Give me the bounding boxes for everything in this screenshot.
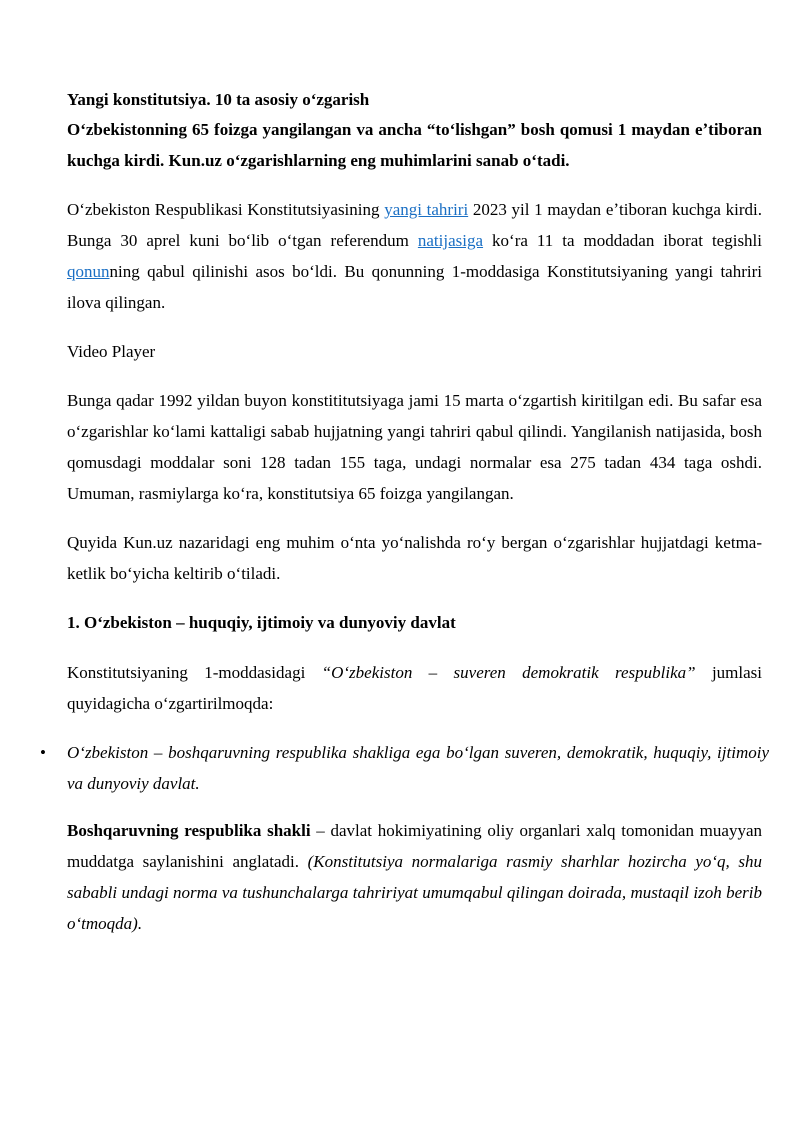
paragraph-overview: Quyida Kun.uz nazaridagi eng muhim oʻnta yoʻnalishda roʻy bergan oʻzgarishlar hujjatdagi ketma-ketlik boʻyicha keltirib oʻtiladi.: [67, 533, 762, 583]
paragraph-text: Oʻzbekiston Respublikasi Konstitutsiyasining: [67, 200, 385, 219]
definition-term: Boshqaruvning respublika shakli: [67, 821, 311, 840]
paragraph-intro: [67, 194, 762, 318]
bullet-icon: •: [40, 743, 46, 762]
section-heading: 1. Oʻzbekiston – huquqiy, ijtimoiy va dunyoviy davlat: [67, 613, 456, 632]
paragraph-text: – davlat hokimiyatining oliy organlari xalq tomonidan muayyan muddatga saylanishini anglatadi.: [67, 821, 762, 871]
paragraph-text: ning qabul qilinishi asos boʻldi. Bu qonunning 1-moddasiga Konstitutsiyaning yangi tahriri ilova qilingan.: [67, 262, 762, 312]
list-item-text: Oʻzbekiston – boshqaruvning respublika shakliga ega boʻlgan suveren, demokratik, huquqiy, ijtimoiy va dunyoviy davlat.: [67, 743, 769, 793]
paragraph-text: jumlasi quyidagicha oʻzgartirilmoqda:: [67, 663, 762, 713]
link-qonun[interactable]: qonun: [67, 262, 110, 281]
video-player-label: Video Player: [67, 342, 156, 361]
article-title: Yangi konstitutsiya. 10 ta asosiy oʻzgarish: [67, 90, 370, 109]
article-lead: Oʻzbekistonning 65 foizga yangilangan va ancha “toʻlishgan” bosh qomusi 1 maydan eʼtiboran kuchga kirdi. Kun.uz oʻzgarishlarning eng muhimlarini sanab oʻtadi.: [67, 120, 762, 170]
editorial-note: (Konstitutsiya normalariga rasmiy sharhlar hozircha yoʻq, shu sababli undagi norma va tushunchalarga tahririyat umumqabul qilingan doirada, mustaqil izoh berib oʻtmoqda).: [67, 852, 762, 933]
list-item: [40, 737, 769, 799]
paragraph-article-1: [67, 657, 762, 719]
quoted-text: “Oʻzbekiston – suveren demokratik respublika”: [321, 663, 696, 682]
paragraph-text: 2023 yil 1 maydan eʼtiboran kuchga kirdi. Bunga 30 aprel kuni boʻlib oʻtgan referendum: [67, 200, 762, 250]
link-yangi-tahriri[interactable]: yangi tahriri: [384, 200, 469, 219]
paragraph-definition: [67, 815, 762, 939]
paragraph-text: Konstitutsiyaning 1-moddasidagi: [67, 663, 322, 682]
link-natijasiga[interactable]: natijasiga: [417, 231, 484, 250]
paragraph-text: koʻra 11 ta moddadan iborat tegishli: [483, 231, 763, 250]
paragraph-history: Bunga qadar 1992 yildan buyon konstititutsiyaga jami 15 marta oʻzgartish kiritilgan edi. Bu safar esa oʻzgarishlar koʻlami kattaligi sabab hujjatning yangi tahriri qabul qilindi. Yangilanish natijasida, bosh qomusdagi moddalar soni 128 tadan 155 taga, undagi normalar esa 275 tadan 434 taga oshdi. Umuman, rasmiylarga koʻra, konstitutsiya 65 foizga yangilangan.: [67, 391, 762, 503]
